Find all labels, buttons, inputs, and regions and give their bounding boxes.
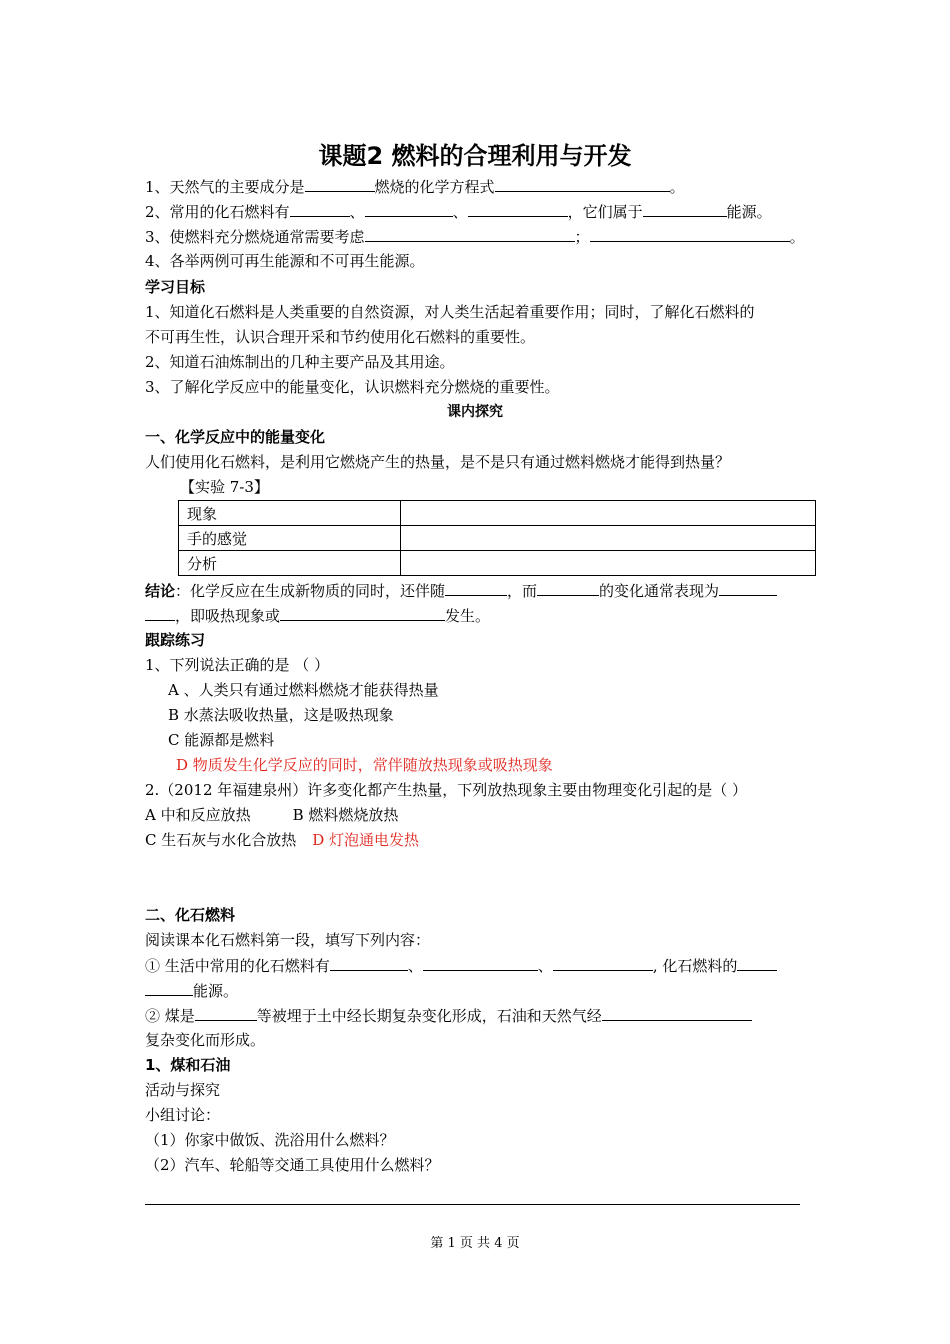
- answer-blank[interactable]: [145, 605, 175, 621]
- page-footer: 第 1 页 共 4 页: [430, 1236, 520, 1251]
- answer-blank[interactable]: [445, 580, 507, 596]
- discussion-label: 小组讨论：: [145, 1106, 221, 1124]
- answer-blank[interactable]: [468, 201, 568, 217]
- section-2-item1-line1: ① 生活中常用的化石燃料有 、 、 , 化石燃料的: [145, 955, 777, 976]
- goal-1-line1: 1、知道化石燃料是人类重要的自然资源，对人类生活起着重要作用；同时，了解化石燃料的: [145, 303, 755, 321]
- preview-q4: 4、各举两例可再生能源和不可再生能源。: [145, 252, 425, 270]
- answer-blank[interactable]: [590, 226, 790, 242]
- preview-q2: 2、常用的化石燃料有 、 、 ，它们属于 能源。: [145, 203, 772, 221]
- preview-q1: 1、天然气的主要成分是 燃烧的化学方程式 。: [145, 178, 685, 196]
- answer-blank[interactable]: [719, 580, 777, 596]
- answer-blank[interactable]: [537, 580, 599, 596]
- table-cell-answer[interactable]: [401, 526, 816, 551]
- answer-blank[interactable]: [330, 955, 408, 971]
- answer-blank[interactable]: [423, 955, 538, 971]
- answer-blank[interactable]: [305, 176, 375, 192]
- conclusion-line1: 结论：化学反应在生成新物质的同时，还伴随 ，而 的变化通常表现为: [145, 580, 777, 601]
- answer-blank[interactable]: [602, 1005, 752, 1021]
- practice-q2-options-cd: [145, 830, 419, 850]
- practice-heading: 跟踪练习: [145, 631, 206, 649]
- answer-blank[interactable]: [365, 201, 453, 217]
- conclusion-line2: ，即吸热现象或 发生。: [145, 605, 490, 626]
- answer-blank[interactable]: [643, 201, 727, 217]
- activity-label: 活动与探究: [145, 1081, 221, 1099]
- answer-blank[interactable]: [553, 955, 653, 971]
- answer-blank[interactable]: [495, 176, 670, 192]
- goal-2: 2、知道石油炼制出的几种主要产品及其用途。: [145, 353, 455, 371]
- answer-blank[interactable]: [290, 201, 350, 217]
- practice-q1-option-b: B 水蒸法吸收热量，这是吸热现象: [168, 706, 394, 724]
- section-2-item2-line2: 复杂变化而形成。: [145, 1031, 266, 1049]
- section-2-item2-line1: ② 煤是 等被埋于土中经长期复杂变化形成，石油和天然气经: [145, 1005, 752, 1026]
- section-1-intro: 人们使用化石燃料，是利用它燃烧产生的热量，是不是只有通过燃料燃烧才能得到热量？: [145, 453, 731, 471]
- table-row: [179, 501, 816, 526]
- table-cell-label: 现象: [179, 501, 401, 526]
- footer-divider: [145, 1204, 800, 1205]
- practice-q1-option-d-answer: D 物质发生化学反应的同时，常伴随放热现象或吸热现象: [176, 756, 553, 774]
- section-1-heading: 一、化学反应中的能量变化: [145, 428, 326, 446]
- practice-q2-option-d-answer: D 灯泡通电发热: [312, 831, 420, 849]
- section-2-item1-line2: 能源。: [145, 980, 238, 1001]
- practice-q1-option-c: C 能源都是燃料: [168, 731, 275, 749]
- table-row: [179, 551, 816, 576]
- section-2-intro: 阅读课本化石燃料第一段，填写下列内容：: [145, 931, 431, 949]
- practice-q1: 1、下列说法正确的是 （ ）: [145, 656, 330, 674]
- answer-blank[interactable]: [365, 226, 575, 242]
- practice-q1-option-a: A 、人类只有通过燃料燃烧才能获得热量: [168, 681, 439, 699]
- section-2-sub-heading: 1、煤和石油: [145, 1056, 231, 1074]
- conclusion-label: 结论: [145, 582, 176, 600]
- practice-q2-option-a: A 中和反应放热: [145, 806, 251, 824]
- answer-blank[interactable]: [280, 605, 445, 621]
- practice-q2-option-c: C 生石灰与水化合放热: [145, 831, 297, 849]
- section-2-heading: 二、化石燃料: [145, 906, 236, 924]
- goal-3: 3、了解化学反应中的能量变化，认识燃料充分燃烧的重要性。: [145, 378, 560, 396]
- table-cell-answer[interactable]: [401, 551, 816, 576]
- table-cell-label: 手的感觉: [179, 526, 401, 551]
- experiment-table: [178, 500, 816, 576]
- answer-blank[interactable]: [195, 1005, 257, 1021]
- answer-blank[interactable]: [145, 980, 193, 996]
- goal-1-line2: 不可再生性，认识合理开采和节约使用化石燃料的重要性。: [145, 328, 536, 346]
- preview-q3: 3、使燃料充分燃烧通常需要考虑 ； 。: [145, 228, 805, 246]
- section-center-heading: 课内探究: [447, 404, 503, 420]
- experiment-label: 【实验 7-3】: [180, 478, 269, 496]
- practice-q2: 2.（2012 年福建泉州）许多变化都产生热量，下列放热现象主要由物理变化引起的是（ ）: [145, 781, 748, 799]
- table-cell-label: 分析: [179, 551, 401, 576]
- table-cell-answer[interactable]: [401, 501, 816, 526]
- discussion-q1: （1）你家中做饭、洗浴用什么燃料？: [145, 1131, 395, 1149]
- answer-blank[interactable]: [737, 955, 777, 971]
- discussion-q2: （2）汽车、轮船等交通工具使用什么燃料？: [145, 1156, 440, 1174]
- goals-heading: 学习目标: [145, 278, 206, 296]
- page-title: 课题2 燃料的合理利用与开发: [318, 142, 632, 170]
- practice-q2-options-ab: [145, 805, 398, 825]
- table-row: [179, 526, 816, 551]
- practice-q2-option-b: B 燃料燃烧放热: [292, 806, 399, 824]
